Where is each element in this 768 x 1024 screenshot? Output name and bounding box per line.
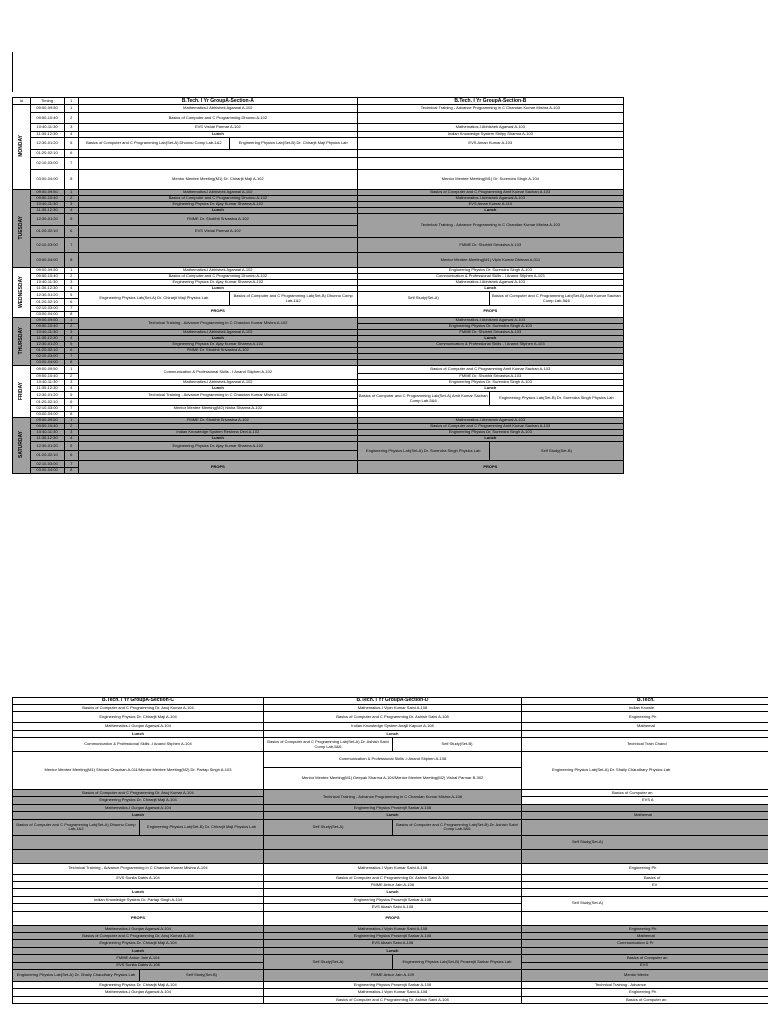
class-cell: EVS Akash Saini A-108 [264, 940, 522, 947]
class-cell: Technical Training - Advance Programming in C Chandan Kumar Mishra A-108 [264, 790, 522, 805]
class-cell: EVS Aman Kumar A-103 [357, 138, 623, 150]
time-cell: 09:00-09:50 [30, 105, 64, 113]
time-cell: 02:10-03:00 [30, 158, 64, 170]
time-cell: 12:30-01:20 [30, 138, 64, 150]
class-cell: Basics of Computer and C Programming Dr. Ashish Saini A-108 [264, 874, 522, 881]
header-slot: 1 [64, 98, 78, 105]
lab-cell: Self Study(Set-B) [140, 969, 264, 981]
day-label: TUESDAY [13, 190, 31, 268]
class-cell: Basics of Computer and C Programming Dr. Ashish Saini A-108 [264, 996, 522, 1003]
slot-cell: 3 [64, 330, 78, 336]
lab-cell: Basics of Computer and C Programming Lab(Set-A) Dr. Ashish Saini Comp Lab-5&6 [264, 738, 393, 752]
time-cell: 09:00-09:50 [30, 366, 64, 374]
time-cell: 03:00-04:00 [30, 253, 64, 268]
class-cell: Basics of Computer an [522, 955, 768, 962]
lunch-cell: Lunch [264, 947, 522, 954]
section-a-heading: B.Tech. I Yr GroupA-Section-A [79, 98, 358, 105]
time-cell: 01:20-02:10 [30, 348, 64, 354]
time-cell: 10:40-11:30 [30, 202, 64, 208]
slot-cell: 5 [64, 214, 78, 226]
class-cell: Mathemat [522, 932, 768, 939]
class-cell: Indian Knowledge System Shilpy Sharma A-103 [357, 132, 623, 138]
time-cell: 12:30-01:20 [30, 214, 64, 226]
class-cell: Mathematics-I Abhishek Agarwal A-102 [79, 330, 358, 336]
slot-cell: 1 [64, 268, 78, 274]
slot-cell: 2 [64, 196, 78, 202]
class-cell: Engineering Ph [522, 989, 768, 996]
slot-cell: 2 [64, 374, 78, 380]
time-cell: 01:20-02:10 [30, 451, 64, 461]
class-cell: EVS Sunita Dabis A-104 [13, 874, 264, 881]
time-cell: 12:30-01:20 [30, 442, 64, 451]
class-cell: Basics of Computer an [522, 996, 768, 1003]
class-cell: Mathematics-I Abhishek Agarwal A-102 [79, 105, 358, 113]
class-cell [522, 819, 768, 835]
section-d-heading: B.Tech. I Yr GroupA-Section-D [264, 697, 522, 704]
props-cell: PROPS [264, 911, 522, 925]
lab-cell: Engineering Physics Lab(Set-B) Prosenjit Sarkar Physics Lab [393, 955, 522, 970]
time-cell: 09:50-10:40 [30, 196, 64, 202]
class-cell [264, 849, 522, 863]
time-cell: 09:00-09:50 [30, 318, 64, 324]
slot-cell: 6 [64, 348, 78, 354]
lab-cell: Engineering Physics Lab(Set-B) Dr. Chirarjit Maji Physics Lab [140, 819, 264, 835]
lab-cell: Self Study(Set-B) [489, 442, 623, 461]
slot-cell: 7 [64, 354, 78, 360]
slot-cell: 6 [64, 150, 78, 158]
slot-cell: 1 [64, 366, 78, 374]
class-cell: Basics of Computer and C Programming Dr. Ashish Saini A-108 [264, 712, 522, 723]
class-cell: EVS [522, 962, 768, 969]
lab-cell: Engineering Physics Lab(Set-A) Dr. Shaily Chaudhary Physics Lab [522, 752, 768, 790]
time-cell: 09:00-09:50 [30, 190, 64, 196]
class-cell: FMME Dr. Shobhit Srivastva A-103 [357, 374, 623, 380]
slot-cell: 4 [64, 208, 78, 214]
time-cell: 02:10-03:00 [30, 406, 64, 412]
time-cell: 11:30-12:30 [30, 386, 64, 392]
class-cell: Engineering Ph [522, 863, 768, 874]
time-cell: 09:50-10:40 [30, 274, 64, 280]
section-e-heading: B.Tech. [522, 697, 768, 704]
class-cell: FMME Dr. Shobhit Srivastva A-102 [79, 214, 358, 226]
time-cell: 11:30-12:30 [30, 436, 64, 442]
class-cell [13, 996, 264, 1003]
time-cell: 10:40-11:30 [30, 380, 64, 386]
class-cell: Mathematics-I Gunjan Agarwal A-104 [13, 723, 264, 730]
class-cell: Communication & Professional Skills - I Anand Stiphen A-103 [357, 342, 623, 348]
class-cell [522, 911, 768, 925]
lunch-cell: Lunch [79, 208, 358, 214]
class-cell: Mathemat [522, 812, 768, 819]
time-cell: 11:30-12:30 [30, 132, 64, 138]
slot-cell: 6 [64, 451, 78, 461]
class-cell: Mathematics-I Abhishek Agarwal A-103 [357, 280, 623, 286]
lab-cell: Engineering Physics Lab(Set-A) Dr. Surendra Singh Physics Lab [357, 442, 489, 461]
time-cell: 09:50-10:40 [30, 424, 64, 430]
class-cell: Engineering Ph [522, 925, 768, 932]
lab-cell: Basics of Computer and C Programming Lab(Set-B) Dr. Ashish Saini Comp Lab-5&6 [393, 819, 522, 835]
class-cell: Mathematics-I Vipin Kumar Saini A-108 [264, 704, 522, 711]
slot-cell: 8 [64, 412, 78, 418]
class-cell [79, 399, 358, 406]
lab-cell: Engineering Physics Lab(Set-B) Dr. Surendra Singh Physics Lab [489, 392, 623, 406]
lunch-cell: Lunch [357, 286, 623, 292]
class-cell: Engineering Physics Dr. Ajay Kumar Sharma A-102 [79, 342, 358, 348]
class-cell: Basics of Computer and C Programming Dhunnu A-102 [79, 196, 358, 202]
class-cell: Technical Train Chand [522, 738, 768, 752]
class-cell: Engineering Physics Dr. Surendra Singh A-103 [357, 380, 623, 386]
lab-cell: Engineering Physics Lab(Set-A) Dr. Chirarjit Maji Physics Lab [79, 292, 230, 306]
time-cell: 01:20-02:10 [30, 150, 64, 158]
lunch-cell: Lunch [13, 812, 264, 819]
slot-cell: 5 [64, 138, 78, 150]
section-b-heading: B.Tech. I Yr GroupA-Section-B [357, 98, 623, 105]
time-cell: 10:40-11:30 [30, 430, 64, 436]
lunch-cell: Lunch [264, 889, 522, 896]
class-cell: FMME Dr. Shobhit Srivastva A-103 [357, 238, 623, 253]
lab-cell: Self Study(Set-A) [264, 955, 393, 970]
class-cell [357, 158, 623, 170]
lunch-cell: Lunch [357, 386, 623, 392]
class-cell: Communication & Pr [522, 940, 768, 947]
slot-cell: 4 [64, 336, 78, 342]
class-cell: FMME Dr. Shobhit Srivastva A-102 [79, 348, 358, 354]
class-cell: Indian Knowledge System Anajli Kapoor A-108 [264, 723, 522, 730]
class-cell: Engineering Physics Dr. Chirarjit Maji A-104 [13, 981, 264, 988]
props-cell: PROPS [357, 306, 623, 318]
class-cell: Mathematics-I Abhishek Agarwal A-103 [357, 124, 623, 132]
slot-cell: 1 [64, 105, 78, 113]
lab-cell: Basics of Computer and C Programming Lab(Set-A) Dhunnu Comp Lab-1&2 [13, 819, 140, 835]
class-cell: FMME Ankur Jain A-104 [13, 955, 264, 962]
class-cell [79, 238, 358, 253]
time-cell: 02:10-03:00 [30, 306, 64, 312]
slot-cell: 5 [64, 292, 78, 299]
slot-cell: 8 [64, 312, 78, 318]
class-cell: Technical Training - Advance Programming in C Chandan Kumar Mishra A-103 [357, 214, 623, 238]
slot-cell: 5 [64, 342, 78, 348]
mentor-cell: Mentor Mentee Meeting(M1) Deepak Sharma A-104/Mentor Mentee Meeting(M2) Vishal Parmar B-302 [264, 768, 522, 790]
class-cell [522, 889, 768, 896]
class-cell: Technical Training - Advance Programming in C Chandan Kumar Mishra A-104 [13, 863, 264, 874]
lunch-cell: Lunch [79, 286, 358, 292]
class-cell: Engineering Physics Prosenjit Sarkar A-108 [264, 804, 522, 811]
class-cell: EVS Vishal Parmar A-102 [79, 124, 358, 132]
slot-cell: 1 [64, 318, 78, 324]
props-cell: PROPS [79, 461, 358, 474]
time-cell: 02:10-03:00 [30, 238, 64, 253]
class-cell: EVS Sunita Dabis A-108 [13, 962, 264, 969]
time-cell: 12:30-01:20 [30, 292, 64, 299]
slot-cell: 7 [64, 238, 78, 253]
class-cell [357, 150, 623, 158]
slot-cell: 3 [64, 202, 78, 208]
time-cell: 12:30-01:20 [30, 342, 64, 348]
day-label: MONDAY [13, 105, 31, 190]
lab-cell: Basics of Computer and C Programming Lab(Set-B) Amit Kumar Sachan Comp Lab-5&6 [489, 292, 623, 306]
time-cell: 09:50-10:40 [30, 374, 64, 380]
time-cell: 09:00-09:50 [30, 268, 64, 274]
class-cell: Engineering Physics Dr. Surendra Singh A-103 [357, 430, 623, 436]
time-cell: 03:00-04:00 [30, 412, 64, 418]
time-cell: 11:30-12:30 [30, 336, 64, 342]
time-cell: 10:40-11:30 [30, 124, 64, 132]
class-cell: Technical Training - Advance Programming in C Chandan Kumar Mishra A-102 [79, 392, 358, 399]
slot-cell: 6 [64, 399, 78, 406]
class-cell: Basics of Computer and C Programming Dhunnu A-102 [79, 274, 358, 280]
time-cell: 01:20-02:10 [30, 399, 64, 406]
slot-cell: 3 [64, 124, 78, 132]
lunch-cell: Lunch [357, 208, 623, 214]
class-cell: Mathemat [522, 723, 768, 730]
time-cell: 01:20-02:10 [30, 226, 64, 238]
class-cell: EVS Vishal Parmar A-102 [79, 226, 358, 238]
lunch-cell: Lunch [79, 336, 358, 342]
class-cell: Engineering Physics Prosenjit Sarkar A-108 [264, 896, 522, 903]
time-cell: 02:10-03:00 [30, 461, 64, 468]
class-cell: Mathematics-I Vipin Kumar Saini A-108 [264, 989, 522, 996]
header-id: Id [13, 98, 31, 105]
class-cell: Technical Training - Advance [522, 981, 768, 988]
class-cell: Engineering Physics Dr. Surendra Singh A-103 [357, 324, 623, 330]
time-cell: 03:00-04:00 [30, 312, 64, 318]
class-cell [79, 158, 358, 170]
day-label: FRIDAY [13, 366, 31, 418]
slot-cell: 8 [64, 360, 78, 366]
slot-cell: 7 [64, 406, 78, 412]
slot-cell: 5 [64, 392, 78, 399]
slot-cell: 4 [64, 436, 78, 442]
slot-cell: 3 [64, 280, 78, 286]
slot-cell: 8 [64, 170, 78, 190]
slot-cell: 7 [64, 461, 78, 468]
props-cell: PROPS [13, 911, 264, 925]
class-cell: Basics of Computer and C Programming Dr. Anuj Kumar A-104 [13, 932, 264, 939]
class-cell: Mathematics-I Abhishek Agarwal A-103 [357, 196, 623, 202]
lab-cell: Self Study(Set-B) [393, 738, 522, 752]
lunch-cell: Lunch [13, 730, 264, 737]
class-cell: Basics of [522, 874, 768, 881]
class-cell: Self Study(Set-A) [522, 835, 768, 849]
class-cell [13, 835, 264, 849]
class-cell: Basics of Computer and C Programming Dhunnu A-102 [79, 113, 358, 124]
class-cell: FMME Dr. Shobhit Srivastva A-102 [79, 418, 358, 424]
slot-cell: 1 [64, 418, 78, 424]
class-cell [522, 947, 768, 954]
class-cell: Indian Knowledge System Reshma Devi A-102 [79, 430, 358, 436]
lab-cell: Basics of Computer and C Programming Lab(Set-A) Dhunnu Comp Lab-1&2 [79, 138, 230, 150]
class-cell: Mentor Mentee Meeting(M2) Nisha Sharma A-102 [79, 406, 358, 412]
class-cell: Technical Training - Advance Programming in C Chandan Kumar Mishra A-103 [357, 105, 623, 113]
class-cell: EVS A [522, 797, 768, 804]
lunch-cell: Lunch [79, 436, 358, 442]
lunch-cell: Lunch [13, 889, 264, 896]
class-cell: Basics of Computer and C Programming Dr. Anuj Kumar A-104 [13, 704, 264, 711]
time-cell: 03:00-04:00 [30, 468, 64, 474]
time-cell: 11:30-12:30 [30, 208, 64, 214]
time-cell: 02:10-03:00 [30, 354, 64, 360]
class-cell: Engineering Ph [522, 712, 768, 723]
class-cell: EVS Akash Saini A-108 [264, 904, 522, 911]
lunch-cell: Lunch [264, 812, 522, 819]
time-cell: 10:40-11:30 [30, 280, 64, 286]
class-cell [13, 882, 264, 889]
class-cell: Basics of Computer and C Programming Amit Kumar Sachan A-103 [357, 366, 623, 374]
time-cell: 10:40-11:30 [30, 330, 64, 336]
class-cell: Indian Knowle [522, 704, 768, 711]
class-cell [357, 113, 623, 124]
day-label: THURSDAY [13, 318, 31, 366]
class-cell: Mentor Mente [522, 969, 768, 981]
time-cell: 11:30-12:30 [30, 286, 64, 292]
props-cell: PROPS [79, 306, 358, 318]
slot-cell: 7 [64, 306, 78, 312]
lunch-cell: Lunch [13, 947, 264, 954]
section-c-heading: B.Tech. I Yr GroupA-Section-C [13, 697, 264, 704]
slot-cell: 6 [64, 299, 78, 306]
slot-cell: 8 [64, 253, 78, 268]
timetable-section-a-b [12, 97, 624, 474]
lab-cell: Basics of Computer and C Programming Lab(Set-B) Dhunnu Comp Lab-1&2 [229, 292, 357, 306]
class-cell: Mathematics-I Abhishek Agarwal A-102 [79, 268, 358, 274]
timetable-section-c-d [12, 690, 768, 1004]
class-cell: EVS Aman Kumar A-110 [357, 202, 623, 208]
class-cell: Engineering Physics Dr. Chirarjit Maji A-104 [13, 712, 264, 723]
class-cell [522, 730, 768, 737]
slot-cell: 2 [64, 113, 78, 124]
lunch-cell: Lunch [357, 436, 623, 442]
class-cell [13, 904, 264, 911]
time-cell: 09:50-10:40 [30, 113, 64, 124]
day-label: SATURDAY [13, 418, 31, 474]
slot-cell: 2 [64, 324, 78, 330]
class-cell: Mathematics-I Gunjan Agarwal A-104 [13, 804, 264, 811]
class-cell: Mathematics-I Gunjan Agarwal A-104 [13, 989, 264, 996]
class-cell: FMME Ankur Jain A-109 [264, 969, 522, 981]
class-cell: Mathematics-I Abhishek Agarwal A-103 [357, 418, 623, 424]
class-cell: Mathematics-I Vipin Kumar Saini A-108 [264, 863, 522, 874]
class-cell: Engineering Physics Prosenjit Sarkar A-108 [264, 981, 522, 988]
mentor-cell: Mentor Mentee Meeting(M1) Shivani Chauhan A-011/Mentor Mentee Meeting(M2) Dr. Partap Singh A-103 [13, 752, 264, 790]
slot-cell: 4 [64, 386, 78, 392]
slot-cell: 4 [64, 132, 78, 138]
slot-cell: 7 [64, 158, 78, 170]
class-cell: EV [522, 882, 768, 889]
props-cell: PROPS [357, 461, 623, 474]
class-cell: Basics of Computer and C Programming Amit Kumar Sachan A-103 [357, 424, 623, 430]
class-cell: Basics of Computer and C Programming Dr. Anuj Kumar A-104 [13, 790, 264, 797]
class-cell: Engineering Physics Dr. Chirarjit Maji A-104 [13, 797, 264, 804]
class-cell: FMME Ankur Jain A-108 [264, 882, 522, 889]
class-cell: FMME Dr. Shobhit Srivastva A-103 [357, 330, 623, 336]
slot-cell: 8 [64, 468, 78, 474]
slot-cell: 6 [64, 226, 78, 238]
class-cell: Engineering Physics Dr. Ajay Kumar Sharma A-102 [79, 202, 358, 208]
lunch-cell: Lunch [264, 730, 522, 737]
class-cell: Mathematics-I Abhishek Agarwal A-102 [79, 380, 358, 386]
class-cell: Engineering Physics Dr. Chirarjit Maji A-104 [13, 940, 264, 947]
time-cell: 01:20-02:10 [30, 299, 64, 306]
time-cell: 09:00-09:50 [30, 418, 64, 424]
class-cell: Mathematics-I Abhishek Agarwal A-102 [79, 190, 358, 196]
slot-cell: 3 [64, 430, 78, 436]
class-cell: Mathematics-I Vipin Kumar Saini A-108 [264, 925, 522, 932]
slot-cell: 3 [64, 380, 78, 386]
slot-cell: 2 [64, 274, 78, 280]
slot-cell: 5 [64, 442, 78, 451]
lab-cell: Engineering Physics Lab(Set-A) Dr. Shaily Chaudhary Physics Lab [13, 969, 140, 981]
class-cell: Mentor Mentee Meeting(M1) Vipin Kumar Dhiman A-011 [357, 253, 623, 268]
class-cell: Engineering Physics Dr. Ajay Kumar Sharma A-102 [79, 280, 358, 286]
class-cell [522, 804, 768, 811]
class-cell: Communication & Professional Skills -I Anand Stiphen A-104 [13, 738, 264, 752]
lunch-cell: Lunch [79, 386, 358, 392]
lunch-cell: Lunch [357, 336, 623, 342]
slot-cell: 2 [64, 424, 78, 430]
class-cell: Communication & Professional Skills - I Anand Stiphen A-102 [79, 366, 358, 380]
time-cell: 03:00-04:00 [30, 360, 64, 366]
class-cell [79, 150, 358, 158]
class-cell: Self Study(Set-A) [522, 896, 768, 911]
day-label: WEDNESDAY [13, 268, 31, 318]
header-timing: Timing [30, 98, 64, 105]
time-cell: 09:50-10:40 [30, 324, 64, 330]
class-cell [264, 835, 522, 849]
lunch-cell: Lunch [79, 132, 358, 138]
class-cell: Mathematics-I Abhishek Agarwal A-103 [357, 318, 623, 324]
class-cell [79, 253, 358, 268]
page-edge-line [12, 52, 13, 92]
slot-cell: 4 [64, 286, 78, 292]
class-cell [79, 451, 358, 461]
slot-cell: 1 [64, 190, 78, 196]
class-cell: Communication & Professional Skills -I Anand Stiphen A-108 [264, 752, 522, 768]
lab-cell: Basics of Computer and C Programming Lab(Set-A) Amit Kumar Sachan Comp Lab-5&6 [357, 392, 489, 406]
class-cell: Basics of Computer and C Programming Amit Kumar Sachan A-103 [357, 190, 623, 196]
class-cell: Communication & Professional Skills - I Anand Stiphen A-103 [357, 274, 623, 280]
lab-cell: Engineering Physics Lab(Set-B) Dr. Chirarjit Maji Physics Lab [229, 138, 357, 150]
class-cell: Engineering Physics Prosenjit Sarkar A-108 [264, 932, 522, 939]
class-cell: Technical Training - Advance Programming in C Chandan Kumar Mishra A-102 [79, 318, 358, 330]
lab-cell: Self Study(Set-A) [357, 292, 489, 306]
class-cell [13, 849, 264, 863]
class-cell: Mentor Mentee Meeting(M1) Dr. Surendra Singh A-104 [357, 170, 623, 190]
class-cell: Engineering Physics Dr. Ajay Kumar Sharma A-102 [79, 442, 358, 451]
class-cell: Engineering Physics Dr. Surendra Singh A-103 [357, 268, 623, 274]
spacer-row [13, 690, 768, 697]
class-cell: Basics of Computer an [522, 790, 768, 797]
time-cell: 12:30-01:20 [30, 392, 64, 399]
class-cell: Mentor Mentee Meeting(M1) Dr. Chirarjit Maji A-102 [79, 170, 358, 190]
class-cell: Indian Knowledge System Dr. Partap Singh A-104 [13, 896, 264, 903]
time-cell: 03:00-04:00 [30, 170, 64, 190]
class-cell: Mathematics-I Gunjan Agarwal A-104 [13, 925, 264, 932]
lab-cell: Self Study(Set-A) [264, 819, 393, 835]
class-cell [522, 849, 768, 863]
